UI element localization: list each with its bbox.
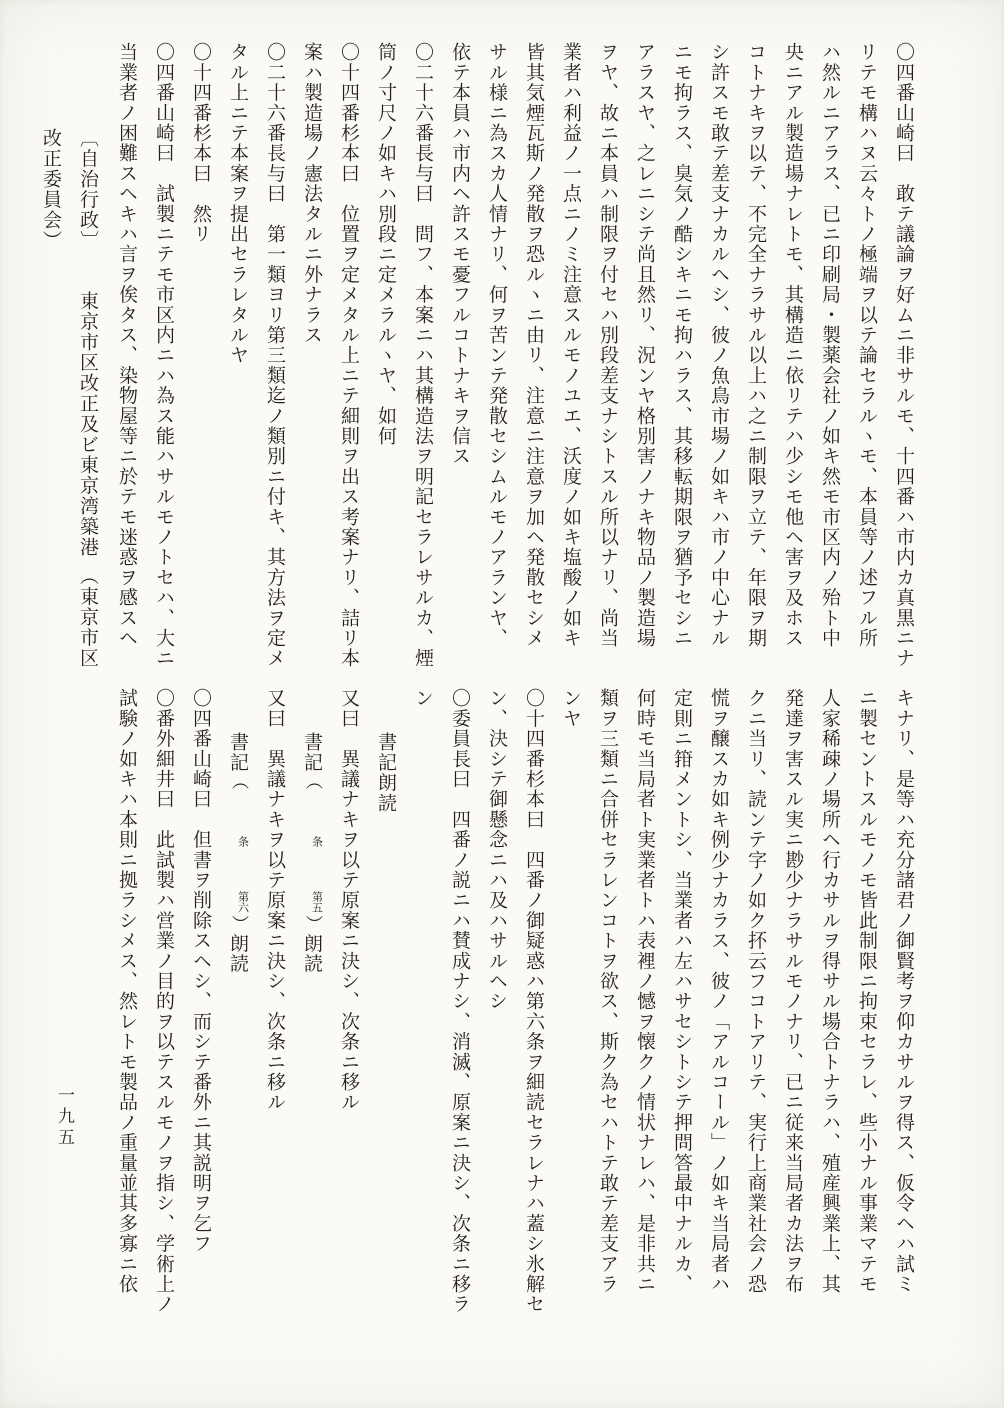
bottom-text-block bbox=[104, 688, 922, 1322]
text-column-clerk-article5 bbox=[293, 688, 330, 1322]
running-title-committee: （東京市区改正委員会） bbox=[40, 128, 99, 668]
warichu-note bbox=[311, 792, 324, 912]
text-column: 〇四番山崎曰 試製ニテモ市区内ニハ為ス能ハサルモノトセハ、大ニ bbox=[153, 42, 175, 669]
warichu-close-paren: ） bbox=[302, 914, 322, 933]
running-title-column bbox=[32, 128, 106, 688]
warichu-note bbox=[237, 792, 250, 912]
text-column: 定則ニ箝メントシ、当業者ハ左ハサセシトシテ押問答最中ナルカ、 bbox=[671, 688, 693, 1294]
warichu-post: 朗読 bbox=[301, 932, 323, 974]
text-column: 慌ヲ醸スカ如キ例少ナカラス、彼ノ「アルコール」ノ如キ当局者ハ bbox=[708, 688, 730, 1294]
text-column: シ許スモ敢テ差支ナカルヘシ、彼ノ魚鳥市場ノ如キハ市ノ中心ナル bbox=[708, 42, 730, 648]
page-number: 一九五 bbox=[54, 1086, 74, 1149]
warichu-pre: 書記 bbox=[227, 731, 249, 773]
text-column: 類ヲ三類ニ合併セラレンコトヲ欲ス、斯ク為セハトテ敢テ差支アラ bbox=[597, 688, 619, 1294]
text-column: 何時モ当局者ト実業者トハ表裡ノ憾ヲ懐クノ情状ナレハ、是非共ニ bbox=[634, 688, 656, 1294]
text-column: 〇二十六番長与曰 第一類ヨリ第三類迄ノ類別ニ付キ、其方法ヲ定メ bbox=[264, 42, 286, 669]
text-column: 試験ノ如キハ本則ニ拠ラシメス、然レトモ製品ノ重量並其多寡ニ依 bbox=[116, 688, 138, 1294]
text-column: ニ製セントスルモノモ皆此制限ニ拘束セラレ、些小ナル事業マテモ bbox=[856, 688, 878, 1294]
text-column: 〇十四番杉本曰 位置ヲ定メタル上ニテ細則ヲ出ス考案ナリ、詰リ本 bbox=[338, 42, 360, 669]
text-column: リテモ構ハヌ云々トノ極端ヲ以テ論セラルヽモ、本員等ノ述フル所 bbox=[856, 42, 878, 649]
text-column: サル様ニ為スカ人情ナリ、何ヲ苦ンテ発散セシムルモノアランヤ、 bbox=[486, 42, 508, 648]
text-column: コトナキヲ以テ、不完全ナラサル以上ハ之ニ制限ヲ立テ、年限ヲ期 bbox=[745, 42, 767, 648]
text-column: ニモ拘ラス、臭気ノ酷シキニモ拘ハラス、其移転期限ヲ猶予セシニ bbox=[671, 42, 693, 648]
text-column: アラスヤ、之レニシテ尚且然リ、況ンヤ格別害ノナキ物品ノ製造場 bbox=[634, 42, 656, 648]
running-title-text: 東京市区改正及ビ東京湾築港 bbox=[77, 291, 99, 558]
text-column: 人家稀疎ノ場所ヘ行カサルヲ得サル場合トナラハ、殖産興業上、其 bbox=[819, 688, 841, 1294]
text-column: 〇四番山崎曰 但書ヲ削除スヘシ、而シテ番外ニ其説明ヲ乞フ bbox=[190, 688, 212, 1254]
text-column: クニ当リ、読ンテ字ノ如ク抔云フコトアリテ、実行上商業社会ノ恐 bbox=[745, 688, 767, 1294]
running-title-section: 〔自治行政〕 bbox=[77, 128, 99, 251]
text-column: 〇十四番杉本曰 然リ bbox=[190, 42, 212, 244]
text-column: 発達ヲ害スル実ニ尠少ナラサルモノナリ、已ニ従来当局者カ法ヲ布 bbox=[782, 688, 804, 1294]
warichu-line-1: 第六 bbox=[236, 890, 250, 913]
text-column: ン bbox=[412, 688, 434, 709]
text-column: 〇番外細井曰 此試製ハ営業ノ目的ヲ以テスルモノヲ指シ、学術上ノ bbox=[153, 688, 175, 1315]
warichu-line-1: 第五 bbox=[310, 890, 324, 913]
text-column: 又曰 異議ナキヲ以テ原案ニ決シ、次条ニ移ル bbox=[338, 688, 360, 1113]
text-column: 当業者ノ困難スヘキハ言ヲ俟タス、染物屋等ニ於テモ迷惑ヲ感スヘ bbox=[116, 42, 138, 648]
text-column: 〇十四番杉本曰 四番ノ御疑惑ハ第六条ヲ細読セラレナハ蓋シ氷解セ bbox=[523, 688, 545, 1315]
text-column: 業者ハ利益ノ一点ニノミ注意スルモノユエ、沃度ノ如キ塩酸ノ如キ bbox=[560, 42, 582, 648]
text-column: タル上ニテ本案ヲ提出セラレタルヤ bbox=[227, 42, 249, 366]
text-column-clerk-article6 bbox=[219, 688, 256, 1322]
text-column: ハ然ルニアラス、已ニ印刷局・製薬会社ノ如キ然モ市区内ノ殆ト中 bbox=[819, 42, 841, 648]
text-column: ヲヤ、故ニ本員ハ制限ヲ付セハ別段差支ナシトスル所以ナリ、尚当 bbox=[597, 42, 619, 648]
text-column: ン、決シテ御懸念ニハ及ハサルヘシ bbox=[486, 688, 508, 1012]
text-column: 央ニアル製造場ナレトモ、其構造ニ依リテハ少シモ他ヘ害ヲ及ホス bbox=[782, 42, 804, 648]
text-column: 〇四番山崎曰 敢テ議論ヲ好ムニ非サルモ、十四番ハ市内カ真黒ニナ bbox=[893, 42, 915, 669]
warichu-pre: 書記 bbox=[301, 731, 323, 773]
text-column: 案ハ製造場ノ憲法タルニ外ナラス bbox=[301, 42, 323, 345]
warichu-post: 朗読 bbox=[227, 932, 249, 974]
text-column: 又曰 異議ナキヲ以テ原案ニ決シ、次条ニ移ル bbox=[264, 688, 286, 1113]
warichu-line-2: 条 bbox=[310, 835, 324, 847]
text-column: 筒ノ寸尺ノ如キハ別段ニ定メラルヽヤ、如何 bbox=[375, 42, 397, 446]
text-column: ンヤ bbox=[560, 688, 582, 729]
warichu-open-paren: （ bbox=[228, 772, 248, 791]
warichu-close-paren: ） bbox=[228, 914, 248, 933]
text-column: 〇委員長曰 四番ノ説ニハ賛成ナシ、消滅、原案ニ決シ、次条ニ移ラ bbox=[449, 688, 471, 1315]
text-column: キナリ、是等ハ充分諸君ノ御賢考ヲ仰カサルヲ得ス、仮令ヘハ試ミ bbox=[893, 688, 915, 1294]
text-column: 皆其気煙瓦斯ノ発散ヲ恐ルヽニ由リ、注意ニ注意ヲ加ヘ発散セシメ bbox=[523, 42, 545, 648]
warichu-open-paren: （ bbox=[302, 772, 322, 791]
text-column: 依テ本員ハ市内ヘ許スモ憂フルコトナキヲ信ス bbox=[449, 42, 471, 467]
top-text-block bbox=[104, 42, 922, 676]
text-column-clerk-reading: 書記朗読 bbox=[375, 731, 397, 813]
warichu-line-2: 条 bbox=[236, 835, 250, 847]
text-column: 〇二十六番長与曰 問フ、本案ニハ其構造法ヲ明記セラレサルカ、煙 bbox=[412, 42, 434, 669]
